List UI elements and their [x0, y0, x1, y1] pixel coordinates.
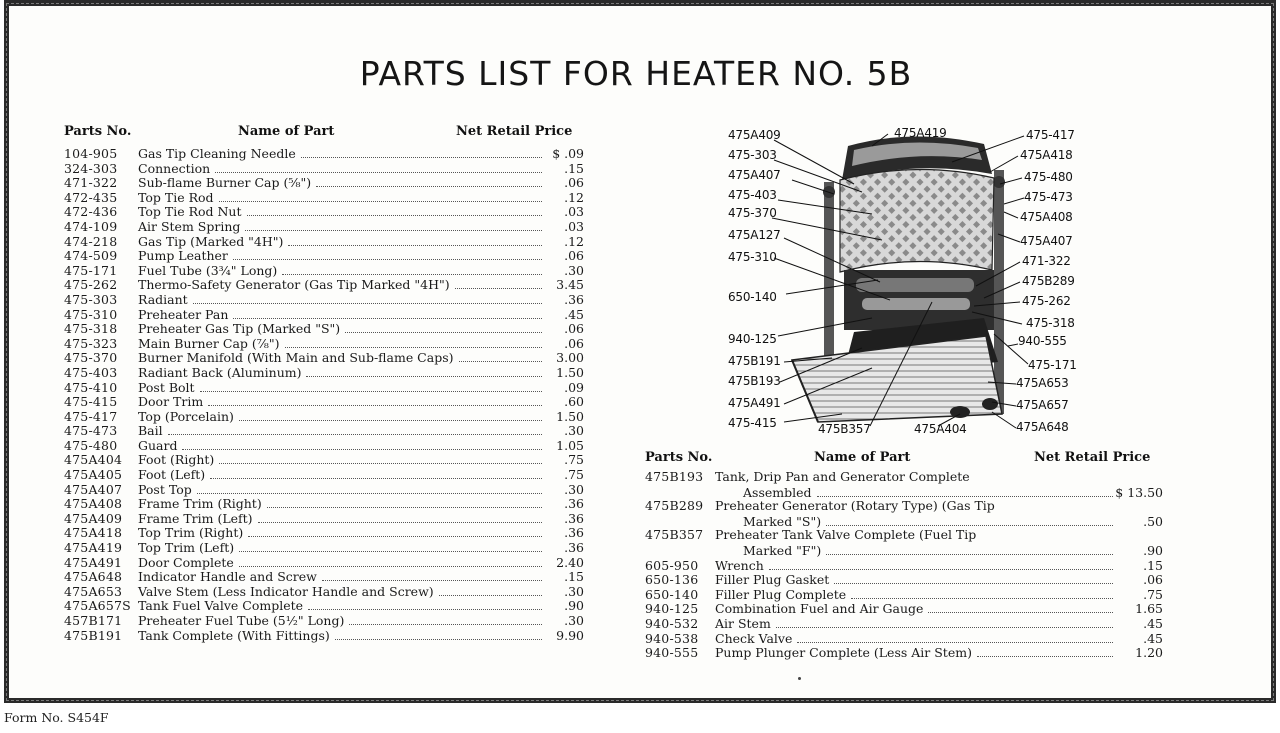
- part-number: 475B357: [645, 527, 704, 543]
- leader-dots: [258, 511, 542, 523]
- part-row: [64, 423, 584, 438]
- part-row: [64, 350, 584, 365]
- leader-dots: [182, 438, 542, 450]
- part-row-continuation: [645, 514, 1163, 529]
- part-row-continuation: [645, 485, 1163, 500]
- part-price: .30: [564, 613, 584, 628]
- part-price: 1.20: [1135, 645, 1163, 661]
- part-name-continuation: Assembled: [743, 484, 812, 500]
- part-row: [645, 631, 1163, 646]
- leader-dots: [282, 263, 542, 275]
- callout-475-417: 475-417: [1026, 128, 1075, 142]
- right-parts-list: [645, 470, 1163, 660]
- leader-dots: [826, 514, 1113, 526]
- part-number: 475-370: [64, 350, 118, 366]
- callout-475a409: 475A409: [728, 128, 781, 142]
- part-price: .03: [564, 204, 584, 220]
- part-price: 2.40: [556, 554, 584, 570]
- part-row: [64, 511, 584, 526]
- part-price: .09: [564, 379, 584, 395]
- part-number: 475-171: [64, 262, 118, 278]
- part-number: 940-532: [645, 615, 699, 631]
- part-number: 475A407: [64, 481, 123, 497]
- part-row: [645, 499, 1163, 514]
- callout-650-140: 650-140: [728, 290, 777, 304]
- part-row: [64, 248, 584, 263]
- leader-dots: [826, 543, 1113, 555]
- leader-dots: [247, 204, 543, 216]
- part-number: 475A491: [64, 554, 123, 570]
- right-header-net-retail-price: Net Retail Price: [1034, 450, 1151, 465]
- part-number: 475A404: [64, 452, 123, 468]
- part-name: Radiant: [138, 291, 188, 307]
- leader-dots: [168, 423, 542, 435]
- callout-475-473: 475-473: [1024, 190, 1073, 204]
- part-price: .12: [564, 233, 584, 249]
- callout-475-370: 475-370: [728, 206, 777, 220]
- part-name: Filler Plug Complete: [715, 586, 847, 602]
- part-name: Tank Fuel Valve Complete: [138, 598, 304, 614]
- leader-dots: [345, 321, 542, 333]
- part-number: 475-262: [64, 277, 118, 293]
- part-number: 475B289: [645, 498, 704, 514]
- callout-475a407-left: 475A407: [728, 168, 781, 182]
- part-name: Air Stem: [715, 615, 771, 631]
- part-name: Preheater Gas Tip (Marked "S"): [138, 321, 341, 337]
- leader-dots: [219, 190, 542, 202]
- part-name: Gas Tip (Marked "4H"): [138, 233, 284, 249]
- part-row: [64, 277, 584, 292]
- leader-dots: [197, 482, 542, 494]
- part-price: .06: [564, 321, 584, 337]
- part-price: .75: [1143, 586, 1163, 602]
- part-number: 475-480: [64, 437, 118, 453]
- part-number: 472-436: [64, 204, 118, 220]
- leader-dots: [308, 598, 542, 610]
- part-name: Bail: [138, 423, 163, 439]
- part-number: 475-417: [64, 408, 118, 424]
- heater-diagram: [722, 122, 1084, 440]
- part-price: .06: [564, 248, 584, 264]
- part-row: [64, 204, 584, 219]
- leader-dots: [316, 175, 542, 187]
- part-row: [64, 555, 584, 570]
- right-header-name-of-part: Name of Part: [814, 450, 911, 465]
- part-price: $ 13.50: [1115, 484, 1163, 500]
- part-price: 1.65: [1135, 601, 1163, 617]
- part-number: 474-218: [64, 233, 118, 249]
- part-price: 3.00: [556, 350, 584, 366]
- leader-dots: [248, 525, 542, 537]
- callout-475b357: 475B357: [818, 422, 871, 436]
- part-name: Top Trim (Right): [138, 525, 244, 541]
- part-name: Thermo-Safety Generator (Gas Tip Marked "4H"): [138, 277, 450, 293]
- part-row: [64, 540, 584, 555]
- part-row: [645, 587, 1163, 602]
- leader-dots: [215, 161, 542, 173]
- leader-dots: [245, 219, 542, 231]
- part-number: 650-140: [645, 586, 699, 602]
- leader-dots: [439, 584, 542, 596]
- part-number: 474-509: [64, 248, 118, 264]
- callout-475-415: 475-415: [728, 416, 777, 430]
- callout-940-555: 940-555: [1018, 334, 1067, 348]
- part-name: Gas Tip Cleaning Needle: [138, 146, 296, 161]
- callout-475a419: 475A419: [894, 126, 947, 140]
- part-price: .36: [564, 496, 584, 512]
- leader-dots: [239, 409, 542, 421]
- callout-475-262: 475-262: [1022, 294, 1071, 308]
- callout-475a491: 475A491: [728, 396, 781, 410]
- part-row: [64, 161, 584, 176]
- right-header-parts-no: Parts No.: [645, 450, 713, 465]
- leader-dots: [817, 485, 1113, 497]
- part-price: .30: [564, 262, 584, 278]
- part-price: .45: [1143, 630, 1163, 646]
- leader-dots: [322, 569, 542, 581]
- part-price: 1.50: [556, 364, 584, 380]
- part-name: Preheater Pan: [138, 306, 229, 322]
- part-row: [64, 409, 584, 424]
- part-price: .75: [564, 452, 584, 468]
- callout-475a653: 475A653: [1016, 376, 1069, 390]
- callout-471-322: 471-322: [1022, 254, 1071, 268]
- callout-475a407-right: 475A407: [1020, 234, 1073, 248]
- part-row: [64, 146, 584, 161]
- leader-dots: [193, 292, 542, 304]
- leader-dots: [239, 540, 542, 552]
- left-header-name-of-part: Name of Part: [238, 124, 335, 139]
- part-row: [64, 628, 584, 643]
- part-row: [645, 470, 1163, 485]
- part-row: [64, 292, 584, 307]
- callout-475-403: 475-403: [728, 188, 777, 202]
- callout-475a418: 475A418: [1020, 148, 1073, 162]
- part-row: [645, 528, 1163, 543]
- part-name: Top (Porcelain): [138, 408, 234, 424]
- part-name: Top Tie Rod: [138, 189, 214, 205]
- part-row: [64, 525, 584, 540]
- leader-dots: [210, 467, 542, 479]
- part-name: Frame Trim (Right): [138, 496, 262, 512]
- callout-475-171: 475-171: [1028, 358, 1077, 372]
- part-name: Top Tie Rod Nut: [138, 204, 242, 220]
- callout-475-303: 475-303: [728, 148, 777, 162]
- part-number: 605-950: [645, 557, 699, 573]
- part-row: [645, 601, 1163, 616]
- part-name: Indicator Handle and Screw: [138, 569, 317, 585]
- part-row: [64, 234, 584, 249]
- callout-475-480: 475-480: [1024, 170, 1073, 184]
- part-price: .50: [1143, 513, 1163, 529]
- part-name-continuation: Marked "S"): [743, 513, 822, 529]
- form-number: Form No. S454F: [4, 710, 109, 725]
- part-price: .36: [564, 540, 584, 556]
- part-row: [64, 438, 584, 453]
- part-row: [645, 645, 1163, 660]
- part-price: .06: [564, 175, 584, 191]
- part-price: $ .09: [552, 146, 584, 161]
- part-row: [64, 467, 584, 482]
- part-name: Frame Trim (Left): [138, 510, 253, 526]
- part-number: 475A409: [64, 510, 123, 526]
- part-number: 475B191: [64, 627, 123, 643]
- part-row: [64, 482, 584, 497]
- part-number: 457B171: [64, 613, 123, 628]
- page-title: PARTS LIST FOR HEATER NO. 5B: [359, 54, 913, 93]
- part-number: 472-435: [64, 189, 118, 205]
- part-number: 475-415: [64, 394, 118, 410]
- leader-dots: [851, 587, 1113, 599]
- part-row: [64, 336, 584, 351]
- left-header-net-retail-price: Net Retail Price: [456, 124, 573, 139]
- part-number: 475A408: [64, 496, 123, 512]
- leader-dots: [288, 234, 542, 246]
- callout-475a657: 475A657: [1016, 398, 1069, 412]
- part-price: .36: [564, 291, 584, 307]
- part-name: Preheater Generator (Rotary Type) (Gas Tip: [715, 498, 995, 514]
- part-row: [64, 175, 584, 190]
- part-name: Sub-flame Burner Cap (⅝"): [138, 175, 312, 191]
- part-price: .36: [564, 525, 584, 541]
- part-number: 471-322: [64, 175, 118, 191]
- part-number: 475-473: [64, 423, 118, 439]
- part-price: .15: [564, 569, 584, 585]
- part-row: [64, 452, 584, 467]
- part-name: Door Complete: [138, 554, 234, 570]
- part-row: [645, 616, 1163, 631]
- leader-dots: [977, 645, 1113, 657]
- part-price: .90: [564, 598, 584, 614]
- leader-dots: [335, 628, 542, 640]
- part-row: [645, 572, 1163, 587]
- part-row: [645, 558, 1163, 573]
- callout-475a648: 475A648: [1016, 420, 1069, 434]
- part-name: Post Top: [138, 481, 192, 497]
- part-price: .03: [564, 218, 584, 234]
- part-price: .06: [1143, 572, 1163, 588]
- part-price: .60: [564, 394, 584, 410]
- part-row: [64, 569, 584, 584]
- leader-dots: [208, 394, 542, 406]
- part-name: Burner Manifold (With Main and Sub-flame Caps): [138, 350, 454, 366]
- part-price: 9.90: [556, 627, 584, 643]
- part-name: Post Bolt: [138, 379, 195, 395]
- part-name: Foot (Right): [138, 452, 215, 468]
- part-price: .15: [1143, 557, 1163, 573]
- part-price: .30: [564, 423, 584, 439]
- part-number: 475B193: [645, 469, 704, 484]
- part-number: 104-905: [64, 146, 118, 161]
- part-name: Wrench: [715, 557, 764, 573]
- part-number: 475-303: [64, 291, 118, 307]
- callout-475-318: 475-318: [1026, 316, 1075, 330]
- part-price: 3.45: [556, 277, 584, 293]
- part-row: [64, 219, 584, 234]
- part-number: 940-555: [645, 645, 699, 661]
- part-name: Combination Fuel and Air Gauge: [715, 601, 924, 617]
- leader-dots: [776, 616, 1113, 628]
- leader-dots: [219, 452, 542, 464]
- part-name: Tank, Drip Pan and Generator Complete: [715, 469, 970, 484]
- part-name: Connection: [138, 160, 211, 176]
- part-name: Pump Plunger Complete (Less Air Stem): [715, 645, 972, 661]
- part-name: Foot (Left): [138, 467, 206, 483]
- part-number: 475-323: [64, 335, 118, 351]
- callout-475a408: 475A408: [1020, 210, 1073, 224]
- part-price: .45: [1143, 615, 1163, 631]
- part-price: 1.05: [556, 437, 584, 453]
- part-price: .06: [564, 335, 584, 351]
- callout-940-125: 940-125: [728, 332, 777, 346]
- leader-dots: [459, 350, 543, 362]
- part-price: .30: [564, 583, 584, 599]
- leader-dots: [797, 631, 1113, 643]
- leader-dots: [267, 496, 542, 508]
- part-row: [64, 190, 584, 205]
- leader-dots: [301, 146, 542, 158]
- part-number: 475-410: [64, 379, 118, 395]
- part-name: Main Burner Cap (⅞"): [138, 335, 280, 351]
- left-parts-list: [64, 146, 584, 642]
- part-price: .36: [564, 510, 584, 526]
- part-name: Radiant Back (Aluminum): [138, 364, 302, 380]
- leader-dots: [285, 336, 543, 348]
- callout-475a127: 475A127: [728, 228, 781, 242]
- part-row: [64, 307, 584, 322]
- part-number: 475-403: [64, 364, 118, 380]
- leader-dots: [239, 555, 542, 567]
- leader-dots: [834, 572, 1113, 584]
- part-number: 474-109: [64, 218, 118, 234]
- part-price: .45: [564, 306, 584, 322]
- part-number: 475A648: [64, 569, 123, 585]
- part-number: 940-538: [645, 630, 699, 646]
- part-name: Door Trim: [138, 394, 204, 410]
- part-row: [64, 394, 584, 409]
- stray-dot: [798, 677, 801, 680]
- leader-dots: [306, 365, 542, 377]
- part-name: Pump Leather: [138, 248, 228, 264]
- part-name-continuation: Marked "F"): [743, 542, 822, 558]
- part-number: 324-303: [64, 160, 118, 176]
- leader-dots: [200, 380, 542, 392]
- part-row: [64, 263, 584, 278]
- part-number: 475A405: [64, 467, 123, 483]
- part-name: Filler Plug Gasket: [715, 572, 830, 588]
- part-number: 475A419: [64, 540, 123, 556]
- part-row: [64, 321, 584, 336]
- part-price: .15: [564, 160, 584, 176]
- part-number: 475A653: [64, 583, 123, 599]
- part-price: 1.50: [556, 408, 584, 424]
- part-price: .12: [564, 189, 584, 205]
- part-name: Fuel Tube (3¾" Long): [138, 262, 278, 278]
- part-number: 940-125: [645, 601, 699, 617]
- part-number: 475A418: [64, 525, 123, 541]
- leader-dots: [233, 248, 542, 260]
- part-price: .90: [1143, 542, 1163, 558]
- part-row: [64, 496, 584, 511]
- leader-dots: [349, 613, 542, 625]
- part-row: [64, 380, 584, 395]
- left-header-parts-no: Parts No.: [64, 124, 132, 139]
- part-name: Check Valve: [715, 630, 793, 646]
- part-price: .75: [564, 467, 584, 483]
- part-name: Tank Complete (With Fittings): [138, 627, 330, 643]
- callout-475b289: 475B289: [1022, 274, 1075, 288]
- part-price: .30: [564, 481, 584, 497]
- leader-dots: [769, 558, 1113, 570]
- part-name: Preheater Tank Valve Complete (Fuel Tip: [715, 527, 977, 543]
- part-row: [64, 613, 584, 628]
- part-row-continuation: [645, 543, 1163, 558]
- part-name: Air Stem Spring: [138, 218, 241, 234]
- part-name: Guard: [138, 437, 178, 453]
- callout-475a404: 475A404: [914, 422, 967, 436]
- part-number: 475-310: [64, 306, 118, 322]
- part-row: [64, 598, 584, 613]
- part-row: [64, 365, 584, 380]
- part-name: Valve Stem (Less Indicator Handle and Screw): [138, 583, 434, 599]
- part-name: Top Trim (Left): [138, 540, 235, 556]
- callout-475-310: 475-310: [728, 250, 777, 264]
- part-number: 475A657S: [64, 598, 131, 614]
- part-number: 475-318: [64, 321, 118, 337]
- callout-475b193: 475B193: [728, 374, 781, 388]
- leader-dots: [233, 307, 542, 319]
- part-number: 650-136: [645, 572, 699, 588]
- leader-dots: [928, 601, 1113, 613]
- callout-475b191: 475B191: [728, 354, 781, 368]
- part-row: [64, 584, 584, 599]
- leader-dots: [455, 277, 542, 289]
- part-name: Preheater Fuel Tube (5½" Long): [138, 613, 345, 628]
